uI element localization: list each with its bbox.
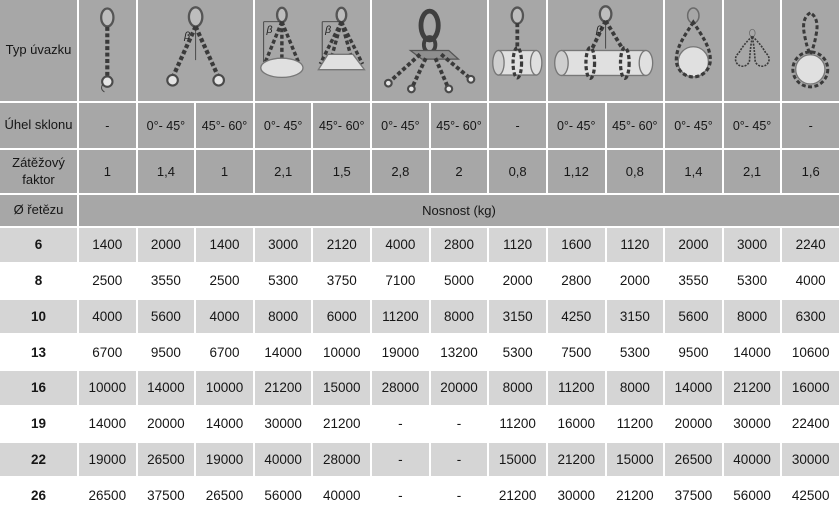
capacity-cell: 16000 [782,371,839,405]
capacity-cell: 5300 [607,335,664,369]
capacity-cell: 21200 [548,443,605,477]
capacity-cell: 21200 [724,371,781,405]
angle-cell: - [782,103,839,148]
capacity-cell: 5300 [255,264,312,298]
angle-cell: 0°- 45° [372,103,429,148]
capacity-cell: 3000 [255,228,312,262]
single-leg-sling-icon [79,0,136,101]
capacity-cell: 3150 [489,300,546,334]
capacity-cell: 14000 [255,335,312,369]
capacity-cell: 1400 [79,228,136,262]
capacity-cell: 14000 [79,407,136,441]
factor-cell: 1,4 [138,150,195,193]
capacity-cell: 1120 [607,228,664,262]
diameter-cell: 8 [0,264,77,298]
capacity-cell: 14000 [138,371,195,405]
capacity-cell: 9500 [665,335,722,369]
diameter-cell: 19 [0,407,77,441]
capacity-cell: 8000 [431,300,488,334]
capacity-cell: 21200 [607,478,664,512]
capacity-cell: 4000 [79,300,136,334]
capacity-cell: 2120 [313,228,370,262]
factor-cell: 1,6 [782,150,839,193]
capacity-cell: 30000 [255,407,312,441]
capacity-cell: - [372,443,429,477]
capacity-cell: 10600 [782,335,839,369]
capacity-cell: - [372,407,429,441]
capacity-cell: 5300 [489,335,546,369]
capacity-cell: 56000 [255,478,312,512]
capacity-cell: 2000 [489,264,546,298]
capacity-cell: 21200 [313,407,370,441]
capacity-cell: 2500 [79,264,136,298]
angle-cell: 0°- 45° [548,103,605,148]
diameter-cell: 13 [0,335,77,369]
capacity-cell: 7100 [372,264,429,298]
capacity-cell: 3550 [665,264,722,298]
capacity-cell: 4250 [548,300,605,334]
choker-hitch-cylinder-icon [489,0,546,101]
capacity-cell: 7500 [548,335,605,369]
capacity-cell: 10000 [79,371,136,405]
diameter-header-label: Ø řetězu [13,202,64,218]
capacity-cell: 16000 [548,407,605,441]
capacity-cell: 1600 [548,228,605,262]
diameter-cell: 10 [0,300,77,334]
diameter-cell: 16 [0,371,77,405]
capacity-cell: 2000 [138,228,195,262]
factor-cell: 0,8 [607,150,664,193]
capacity-cell: 14000 [665,371,722,405]
capacity-cell: 40000 [724,443,781,477]
capacity-cell: 15000 [607,443,664,477]
capacity-cell: 30000 [782,443,839,477]
capacity-cell: 10000 [313,335,370,369]
capacity-cell: 8000 [607,371,664,405]
capacity-cell: 14000 [724,335,781,369]
angle-cell: - [489,103,546,148]
factor-cell: 2,8 [372,150,429,193]
angle-header-cell [0,103,77,148]
diameter-cell: 22 [0,443,77,477]
capacity-cell: 19000 [196,443,253,477]
capacity-cell: 26500 [79,478,136,512]
angle-cell: 0°- 45° [255,103,312,148]
capacity-cell: 19000 [372,335,429,369]
factor-cell: 2 [431,150,488,193]
capacity-cell: 3550 [138,264,195,298]
capacity-cell: 10000 [196,371,253,405]
capacity-cell: 20000 [665,407,722,441]
capacity-cell: 3150 [607,300,664,334]
capacity-cell: 28000 [313,443,370,477]
angle-cell: 0°- 45° [724,103,781,148]
capacity-header-cell [79,195,839,226]
capacity-cell: 8000 [724,300,781,334]
capacity-cell: 56000 [724,478,781,512]
capacity-cell: 21200 [255,371,312,405]
capacity-cell: 2800 [431,228,488,262]
diameter-header-cell [0,195,77,226]
capacity-cell: 6000 [313,300,370,334]
capacity-cell: 3750 [313,264,370,298]
capacity-cell: 37500 [665,478,722,512]
capacity-cell: 30000 [724,407,781,441]
capacity-cell: 5600 [665,300,722,334]
capacity-cell: 30000 [548,478,605,512]
factor-cell: 1 [79,150,136,193]
capacity-cell: 11200 [607,407,664,441]
capacity-cell: 2240 [782,228,839,262]
capacity-cell: - [431,407,488,441]
capacity-cell: 15000 [489,443,546,477]
capacity-cell: 6300 [782,300,839,334]
capacity-cell: 15000 [313,371,370,405]
capacity-cell: 8000 [489,371,546,405]
capacity-cell: 26500 [665,443,722,477]
angle-header-label: Úhel sklonu [4,117,73,133]
factor-cell: 1,5 [313,150,370,193]
capacity-cell: 40000 [255,443,312,477]
angle-cell: - [79,103,136,148]
angle-cell: 45°- 60° [607,103,664,148]
capacity-cell: 6700 [196,335,253,369]
capacity-cell: 22400 [782,407,839,441]
basket-hitch-round-load-icon [665,0,722,101]
capacity-cell: 14000 [196,407,253,441]
capacity-cell: 20000 [138,407,195,441]
beta-angle-label: β [595,24,602,37]
capacity-cell: 19000 [79,443,136,477]
capacity-cell: 11200 [489,407,546,441]
capacity-cell: 37500 [138,478,195,512]
double-choker-pipe-sling-icon [548,0,663,101]
angle-cell: 0°- 45° [665,103,722,148]
capacity-cell: 2500 [196,264,253,298]
capacity-cell: 20000 [431,371,488,405]
beta-angle-label: β [266,24,273,37]
capacity-cell: 1400 [196,228,253,262]
capacity-cell: 3000 [724,228,781,262]
type-header-cell [0,0,77,101]
capacity-cell: 4000 [782,264,839,298]
capacity-cell: - [431,478,488,512]
capacity-cell: 11200 [372,300,429,334]
factor-cell: 1 [196,150,253,193]
diameter-cell: 26 [0,478,77,512]
capacity-cell: 21200 [489,478,546,512]
capacity-cell: 5600 [138,300,195,334]
factor-header-cell [0,150,77,193]
angle-cell: 0°- 45° [138,103,195,148]
type-header-label: Typ úvazku [5,42,72,58]
capacity-cell: 5300 [724,264,781,298]
angle-cell: 45°- 60° [196,103,253,148]
choker-loop-round-load-icon [782,0,839,101]
factor-cell: 0,8 [489,150,546,193]
capacity-header-label: Nosnost (kg) [422,203,496,218]
capacity-cell: 5000 [431,264,488,298]
capacity-cell: 2000 [665,228,722,262]
capacity-cell: 40000 [313,478,370,512]
capacity-cell: - [372,478,429,512]
capacity-cell: 26500 [196,478,253,512]
diameter-cell: 6 [0,228,77,262]
double-basket-hitch-icon [724,0,781,101]
factor-cell: 1,12 [548,150,605,193]
capacity-cell: 6700 [79,335,136,369]
capacity-cell: 28000 [372,371,429,405]
capacity-cell: 9500 [138,335,195,369]
three-four-leg-sling-icon [255,0,370,101]
capacity-cell: 11200 [548,371,605,405]
capacity-cell: 13200 [431,335,488,369]
two-leg-sling-icon [138,0,253,101]
multi-leg-grab-hook-sling-icon [372,0,487,101]
capacity-cell: 42500 [782,478,839,512]
factor-cell: 2,1 [724,150,781,193]
capacity-cell: 1120 [489,228,546,262]
factor-cell: 2,1 [255,150,312,193]
angle-cell: 45°- 60° [431,103,488,148]
angle-cell: 45°- 60° [313,103,370,148]
capacity-cell: - [431,443,488,477]
capacity-cell: 2800 [548,264,605,298]
beta-angle-label: β [324,24,331,37]
capacity-cell: 8000 [255,300,312,334]
capacity-cell: 26500 [138,443,195,477]
factor-header-label: Zátěžový faktor [12,155,65,187]
capacity-cell: 2000 [607,264,664,298]
capacity-cell: 4000 [196,300,253,334]
beta-angle-label: β [183,29,190,42]
capacity-cell: 4000 [372,228,429,262]
factor-cell: 1,4 [665,150,722,193]
